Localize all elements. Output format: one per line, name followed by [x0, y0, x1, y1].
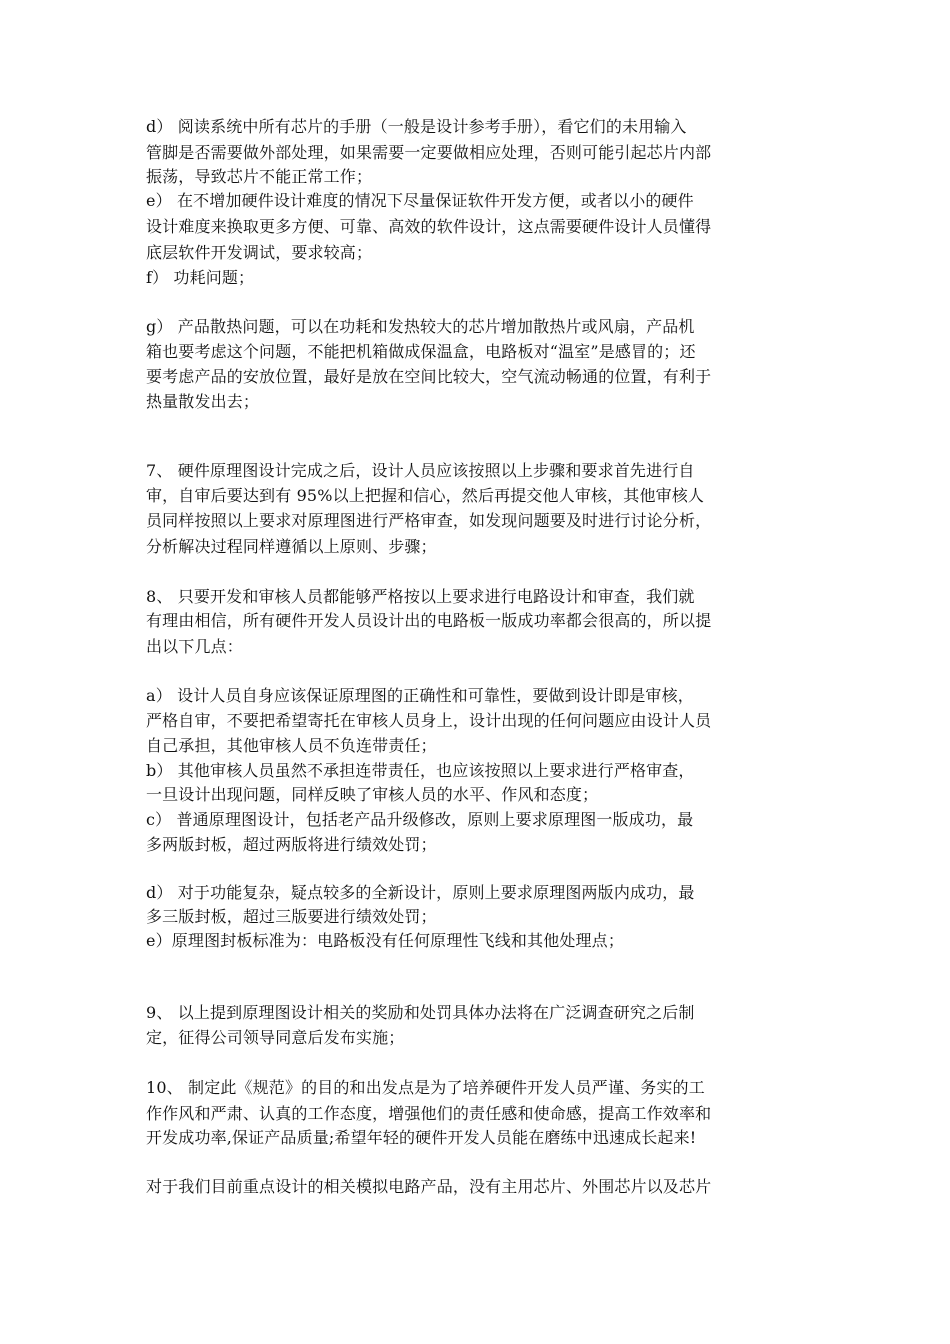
- text-line: 振荡，导致芯片不能正常工作；: [146, 167, 373, 186]
- text-line: 7、 硬件原理图设计完成之后，设计人员应该按照以上步骤和要求首先进行自: [146, 461, 695, 480]
- text-line: g） 产品散热问题，可以在功耗和发热较大的芯片增加散热片或风扇，产品机: [146, 317, 695, 336]
- text-line: 设计难度来换取更多方便、可靠、高效的软件设计，这点需要硬件设计人员懂得: [146, 217, 712, 236]
- text-line: b） 其他审核人员虽然不承担连带责任，也应该按照以上要求进行严格审查，: [146, 761, 695, 780]
- text-line: 定，征得公司领导同意后发布实施；: [146, 1028, 405, 1047]
- text-line: 自己承担，其他审核人员不负连带责任；: [146, 736, 437, 755]
- text-line: 底层软件开发调试，要求较高；: [146, 243, 373, 262]
- text-line: 员同样按照以上要求对原理图进行严格审查，如发现问题要及时进行讨论分析，: [146, 511, 712, 530]
- text-line: 开发成功率,保证产品质量;希望年轻的硬件开发人员能在磨练中迅速成长起来!: [146, 1128, 697, 1147]
- text-line: 分析解决过程同样遵循以上原则、步骤；: [146, 537, 437, 556]
- text-line: c） 普通原理图设计，包括老产品升级修改，原则上要求原理图一版成功，最: [146, 810, 694, 829]
- text-line: a） 设计人员自身应该保证原理图的正确性和可靠性，要做到设计即是审核，: [146, 686, 694, 705]
- text-line: 严格自审，不要把希望寄托在审核人员身上，设计出现的任何问题应由设计人员: [146, 711, 712, 730]
- text-line: 9、 以上提到原理图设计相关的奖励和处罚具体办法将在广泛调查研究之后制: [146, 1003, 695, 1022]
- text-line: 箱也要考虑这个问题，不能把机箱做成保温盒，电路板对“温室”是感冒的；还: [146, 342, 696, 361]
- text-line: 一旦设计出现问题，同样反映了审核人员的水平、作风和态度；: [146, 785, 599, 804]
- text-line: 审，自审后要达到有 95%以上把握和信心，然后再提交他人审核，其他审核人: [146, 486, 705, 505]
- text-line: 多两版封板，超过两版将进行绩效处罚；: [146, 835, 437, 854]
- text-line: 8、 只要开发和审核人员都能够严格按以上要求进行电路设计和审查，我们就: [146, 587, 695, 606]
- text-line: d） 对于功能复杂，疑点较多的全新设计，原则上要求原理图两版内成功，最: [146, 883, 695, 902]
- text-line: e） 在不增加硬件设计难度的情况下尽量保证软件开发方便，或者以小的硬件: [146, 191, 694, 210]
- text-line: 要考虑产品的安放位置，最好是放在空间比较大，空气流动畅通的位置，有利于: [146, 367, 712, 386]
- text-line: 对于我们目前重点设计的相关模拟电路产品，没有主用芯片、外围芯片以及芯片: [146, 1177, 712, 1196]
- text-line: 出以下几点：: [146, 637, 243, 656]
- text-line: 多三版封板，超过三版要进行绩效处罚；: [146, 907, 437, 926]
- text-line: 10、 制定此《规范》的目的和出发点是为了培养硬件开发人员严谨、务实的工: [146, 1078, 705, 1097]
- text-line: 作作风和严肃、认真的工作态度，增强他们的责任感和使命感，提高工作效率和: [146, 1104, 712, 1123]
- text-line: 管脚是否需要做外部处理，如果需要一定要做相应处理，否则可能引起芯片内部: [146, 143, 712, 162]
- text-line: e）原理图封板标准为：电路板没有任何原理性飞线和其他处理点；: [146, 931, 624, 950]
- text-line: d） 阅读系统中所有芯片的手册（一般是设计参考手册），看它们的未用输入: [146, 117, 687, 136]
- text-line: 热量散发出去；: [146, 392, 260, 411]
- text-line: f） 功耗问题；: [146, 268, 255, 287]
- text-line: 有理由相信，所有硬件开发人员设计出的电路板一版成功率都会很高的，所以提: [146, 611, 712, 630]
